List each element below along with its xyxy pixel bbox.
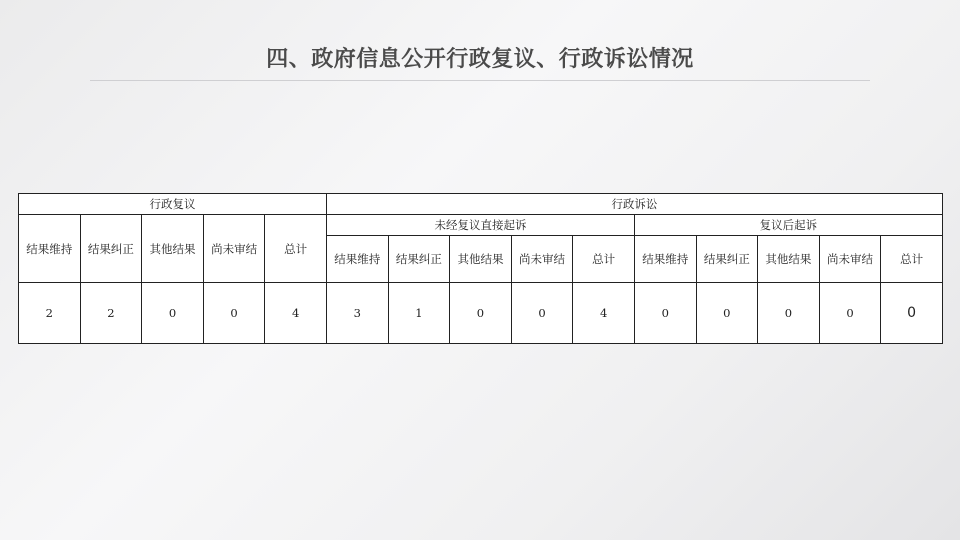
cell-direct-total: 4 xyxy=(573,283,635,344)
header-review-pending: 尚未审结 xyxy=(203,215,265,283)
header-review-other: 其他结果 xyxy=(142,215,204,283)
cell-review-other: 0 xyxy=(142,283,204,344)
page-title: 四、政府信息公开行政复议、行政诉讼情况 xyxy=(266,47,694,72)
cell-direct-pending: 0 xyxy=(511,283,573,344)
header-direct-pending: 尚未审结 xyxy=(511,236,573,283)
header-after-review-litigation: 复议后起诉 xyxy=(634,215,942,236)
cell-after-pending: 0 xyxy=(819,283,881,344)
cell-review-pending: 0 xyxy=(203,283,265,344)
statistics-table xyxy=(18,193,943,344)
cell-direct-other: 0 xyxy=(450,283,512,344)
header-review-corrected: 结果纠正 xyxy=(80,215,142,283)
header-after-pending: 尚未审结 xyxy=(819,236,881,283)
header-after-other: 其他结果 xyxy=(758,236,820,283)
header-direct-corrected: 结果纠正 xyxy=(388,236,450,283)
cell-direct-upheld: 3 xyxy=(326,283,388,344)
header-admin-review: 行政复议 xyxy=(19,194,327,215)
cell-review-upheld: 2 xyxy=(19,283,81,344)
cell-after-other: 0 xyxy=(758,283,820,344)
header-direct-upheld: 结果维持 xyxy=(326,236,388,283)
cell-after-upheld: 0 xyxy=(634,283,696,344)
header-review-upheld: 结果维持 xyxy=(19,215,81,283)
header-after-upheld: 结果维持 xyxy=(634,236,696,283)
header-review-total: 总计 xyxy=(265,215,327,283)
table-header-row-2 xyxy=(19,215,943,236)
header-after-total: 总计 xyxy=(881,236,943,283)
header-direct-other: 其他结果 xyxy=(450,236,512,283)
cell-after-corrected: 0 xyxy=(696,283,758,344)
header-after-corrected: 结果纠正 xyxy=(696,236,758,283)
cell-review-corrected: 2 xyxy=(80,283,142,344)
title-divider xyxy=(90,80,870,81)
header-direct-total: 总计 xyxy=(573,236,635,283)
header-direct-litigation: 未经复议直接起诉 xyxy=(326,215,634,236)
cell-after-total: 0 xyxy=(881,283,943,344)
cell-review-total: 4 xyxy=(265,283,327,344)
table-row xyxy=(19,283,943,344)
cell-direct-corrected: 1 xyxy=(388,283,450,344)
table-header-row-1 xyxy=(19,194,943,215)
header-admin-litigation: 行政诉讼 xyxy=(326,194,942,215)
